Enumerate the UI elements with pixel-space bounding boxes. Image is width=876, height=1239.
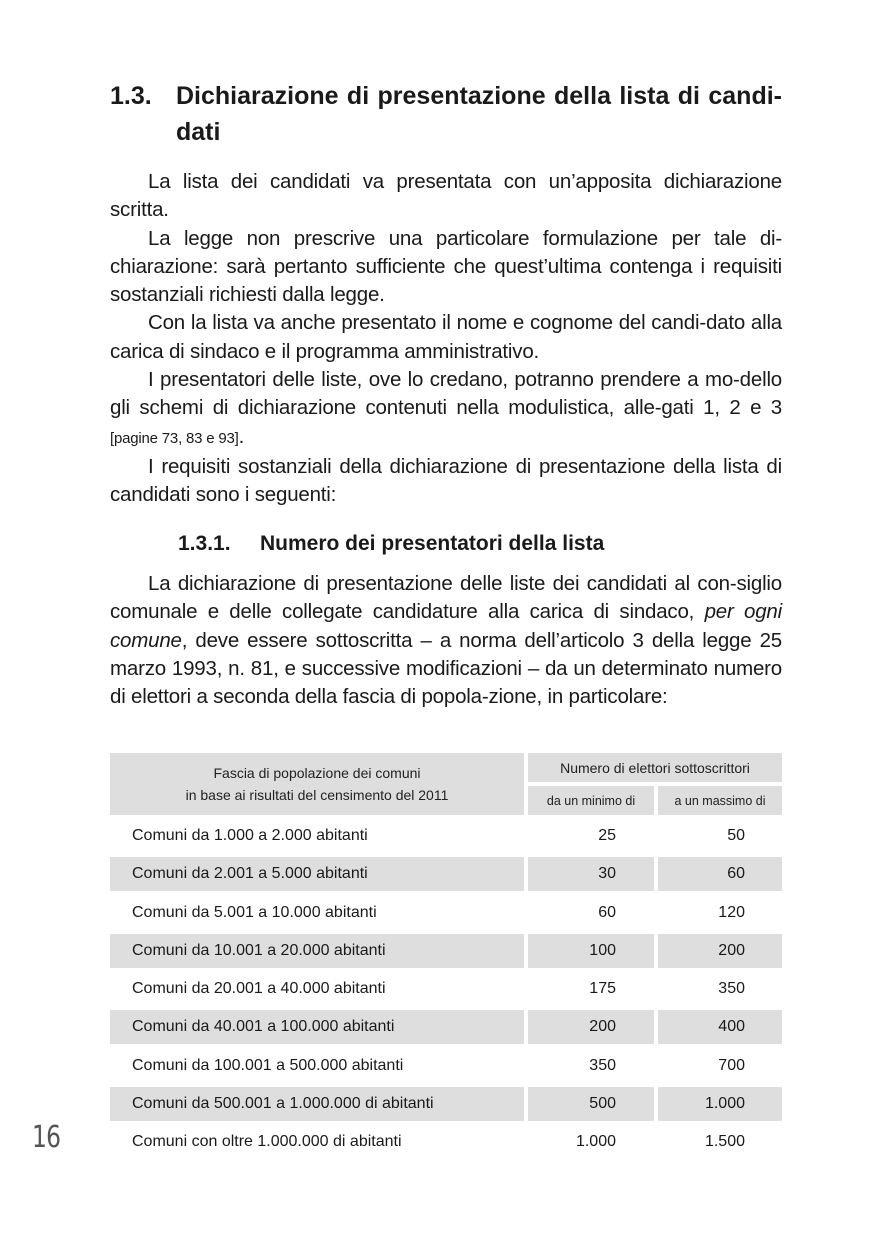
header-line: in base ai risultati del censimento del 2011 (185, 787, 449, 803)
table-header-min: da un minimo di (528, 786, 654, 815)
paragraph (110, 366, 782, 453)
row-max: 50 (727, 827, 745, 844)
row-min: 60 (598, 904, 616, 921)
table-header-max: a un massimo di (658, 786, 782, 815)
italic-text: per ogni comune (110, 600, 782, 652)
section-number: 1.3. (110, 82, 152, 110)
paragraph-end: . (238, 424, 245, 448)
row-min: 500 (528, 1087, 654, 1121)
paragraph: La legge non prescrive una particolare formulazione per tale di-chiarazione: sarà pertanto sufficiente che quest’ultima contenga i requisiti sostanziali richiesti dalla legge. (110, 226, 782, 307)
paragraph-text: , deve essere sottoscritta – a norma dell’articolo 3 della legge 25 marzo 1993, n. 81, e successive modificazioni – da un determinato numero di elettori a seconda della fascia di popola-zione, in particolare: (110, 628, 782, 709)
page-reference: [pagine 73, 83 e 93] (110, 429, 239, 447)
row-label: Comuni da 10.001 a 20.000 abitanti (110, 934, 524, 968)
row-min: 200 (528, 1010, 654, 1044)
table-row (110, 857, 782, 891)
table-row (110, 819, 782, 853)
row-label: Comuni da 5.001 a 10.000 abitanti (132, 904, 377, 921)
table-row (110, 896, 782, 930)
table-row (110, 972, 782, 1006)
row-min: 175 (589, 980, 616, 997)
table-row (110, 1010, 782, 1044)
row-max: 1.000 (658, 1087, 782, 1121)
row-label: Comuni da 2.001 a 5.000 abitanti (110, 857, 524, 891)
row-min: 25 (598, 827, 616, 844)
paragraph-text: La dichiarazione di presentazione delle liste dei candidati al con-siglio comunale e delle collegate candidature alla carica di sindaco, (110, 572, 782, 624)
row-label: Comuni da 100.001 a 500.000 abitanti (132, 1057, 404, 1074)
paragraph-text: I presentatori delle liste, ove lo credano, potranno prendere a mo-dello gli schemi di dichiarazione contenuti nella modulistica, alle-gati 1, 2 e 3 (110, 368, 782, 420)
row-max: 400 (658, 1010, 782, 1044)
paragraph: Con la lista va anche presentato il nome e cognome del candi-dato alla carica di sindaco e il programma amministrativo. (110, 311, 782, 363)
section-body (110, 168, 782, 510)
row-max: 700 (718, 1057, 745, 1074)
row-label: Comuni da 20.001 a 40.000 abitanti (132, 980, 386, 997)
table-row (110, 934, 782, 968)
paragraph: La lista dei candidati va presentata con un’apposita dichiarazione scritta. (110, 170, 782, 222)
subsection-number: 1.3.1. (178, 532, 231, 555)
header-line: Fascia di popolazione dei comuni (213, 765, 421, 781)
table-row (110, 1125, 782, 1159)
table-header-population (110, 753, 524, 815)
row-min: 1.000 (575, 1133, 616, 1150)
subsection-heading (178, 529, 604, 559)
row-min: 100 (528, 934, 654, 968)
paragraph: I requisiti sostanziali della dichiarazione di presentazione della lista di candidati sono i seguenti: (110, 454, 782, 507)
page-number: 16 (32, 1120, 61, 1155)
row-max: 120 (718, 904, 745, 921)
table-row (110, 1049, 782, 1083)
row-label: Comuni da 40.001 a 100.000 abitanti (110, 1010, 524, 1044)
subsection-title: Numero dei presentatori della lista (260, 532, 605, 555)
table-header-group: Numero di elettori sottoscrittori (528, 753, 782, 782)
row-label: Comuni da 500.001 a 1.000.000 di abitanti (110, 1087, 524, 1121)
table-row (110, 1087, 782, 1121)
subsection-body (110, 570, 782, 711)
row-max: 1.500 (704, 1133, 745, 1150)
row-max: 350 (718, 980, 745, 997)
section-heading (110, 78, 782, 150)
paragraph (110, 570, 782, 711)
row-min: 30 (528, 857, 654, 891)
row-label: Comuni con oltre 1.000.000 di abitanti (132, 1133, 402, 1150)
row-label: Comuni da 1.000 a 2.000 abitanti (132, 827, 368, 844)
section-title: Dichiarazione di presentazione della lista di candi-dati (176, 82, 782, 146)
row-max: 200 (658, 934, 782, 968)
row-max: 60 (658, 857, 782, 891)
row-min: 350 (589, 1057, 616, 1074)
